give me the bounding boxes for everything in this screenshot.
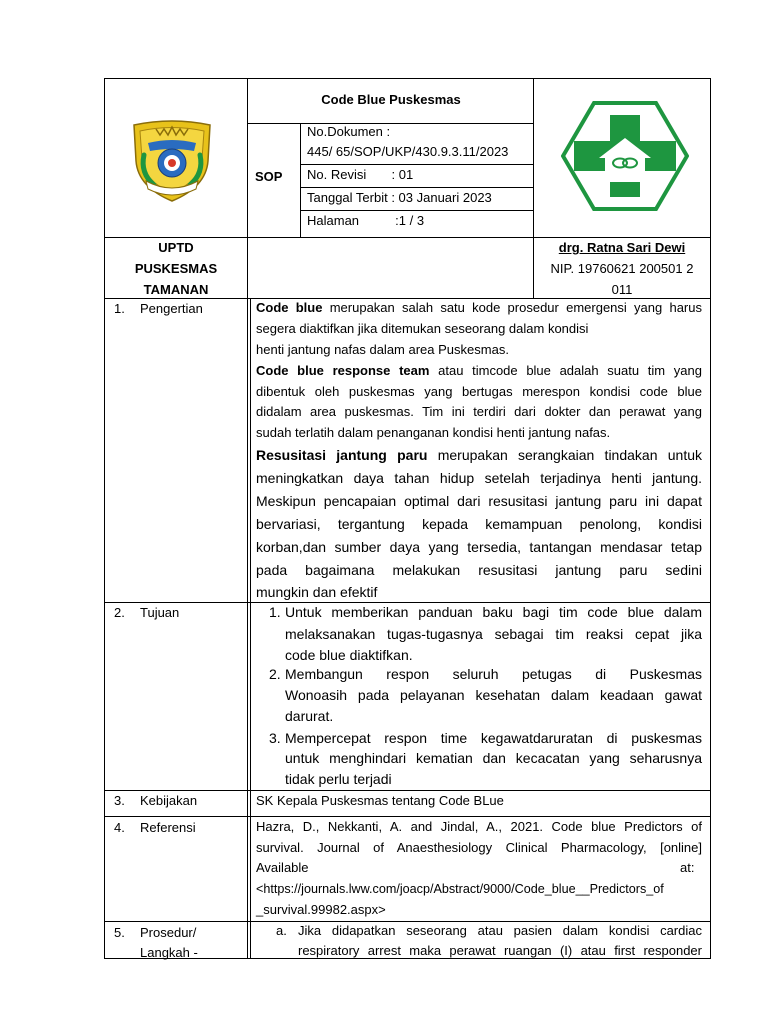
definition-response-team-line1: Code blue response team atau timcode blue adalah suatu tim yang <box>256 363 702 378</box>
definition-cpr-line2: meningkatkan daya tahan hidup setelah terjadinya henti jantung. <box>256 470 702 486</box>
puskesmas-logo-icon <box>561 100 689 212</box>
section3-top <box>104 790 711 791</box>
section1-label: Pengertian <box>140 301 203 316</box>
document-title: Code Blue Puskesmas <box>321 92 461 107</box>
section5-label-line1: Prosedur/ <box>140 925 197 940</box>
signer-nip-line1: NIP. 19760621 200501 2 <box>550 261 694 276</box>
table-border-left <box>104 78 105 959</box>
unit-name-line1: UPTD <box>158 240 194 255</box>
objective2-line2: Wonoasih pada pelayanan kesehatan dalam keadaan gawat <box>285 687 702 703</box>
body-label-divider <box>247 298 248 959</box>
objective1-line2: melaksanakan tugas-tugasnya sebagai tim reaksi cepat jika <box>285 626 702 642</box>
page-number: Halaman :1 / 3 <box>307 213 425 228</box>
revision-number: No. Revisi : 01 <box>307 167 414 182</box>
definition-code-blue-line1: Code blue merupakan salah satu kode prosedur emergensi yang harus <box>256 300 702 315</box>
reference-line2: survival. Journal of Anaesthesiology Clinical Pharmacology, [online] <box>256 840 702 855</box>
objective1-line3: code blue diaktifkan. <box>285 647 413 663</box>
definition-cpr-line5: korban,dan sumber daya yang tersedia, tantangan mendasar tetap <box>256 539 702 555</box>
objective3-line1: Mempercepat respon time kegawatdaruratan di puskesmas <box>285 730 702 746</box>
section5-number: 5. <box>114 925 125 940</box>
section2-label: Tujuan <box>140 605 180 620</box>
sop-label-divider <box>300 123 301 237</box>
section4-label: Referensi <box>140 820 196 835</box>
definition-code-blue-line2: segera diaktifkan jika ditemukan seseorang dalam kondisi <box>256 321 589 336</box>
regional-crest-icon <box>126 115 218 205</box>
reference-line1: Hazra, D., Nekkanti, A. and Jindal, A., 2021. Code blue Predictors of <box>256 819 702 834</box>
definition-response-team-line3: didalam area puskesmas. Tim ini terdiri dari dokter dan perawat yang <box>256 404 702 419</box>
objective2-line1: Membangun respon seluruh petugas di Puskesmas <box>285 666 702 682</box>
objective3-number: 3. <box>269 730 281 746</box>
sop-label: SOP <box>255 169 283 184</box>
signer-nip-line2: 011 <box>611 282 633 297</box>
definition-cpr-line1: Resusitasi jantung paru merupakan serangkaian tindakan untuk <box>256 447 702 463</box>
signer-name: drg. Ratna Sari Dewi <box>558 240 686 255</box>
reference-url-line2[interactable]: _survival.99982.aspx> <box>256 902 386 917</box>
reference-line3-available: Available <box>256 860 309 875</box>
definition-code-blue-line3: henti jantung nafas dalam area Puskesmas. <box>256 342 509 357</box>
reference-line3-at: at: <box>680 860 695 875</box>
objective2-line3: darurat. <box>285 708 334 724</box>
revision-row-divider <box>300 187 534 188</box>
issue-date: Tanggal Terbit : 03 Januari 2023 <box>307 190 492 205</box>
section2-number: 2. <box>114 605 125 620</box>
section1-number: 1. <box>114 301 125 316</box>
procedure-a-line2: respiratory arrest maka perawat ruangan (I) atau first responder <box>298 943 702 958</box>
table-border-top <box>104 78 711 79</box>
objective3-line3: tidak perlu terjadi <box>285 771 392 787</box>
date-row-divider <box>300 210 534 211</box>
title-row-divider <box>247 123 534 124</box>
docno-row-divider <box>300 164 534 165</box>
section3-label: Kebijakan <box>140 793 198 808</box>
objective1-number: 1. <box>269 604 281 620</box>
definition-cpr-line6: pada bagaimana melakukan resusitasi jantung paru sedini <box>256 562 702 578</box>
reference-url-line1[interactable]: <https://journals.lww.com/joacp/Abstract/9000/Code_blue__Predictors_of <box>256 882 664 896</box>
body-content-divider <box>250 298 251 959</box>
unit-name-line2: PUSKESMAS <box>134 261 218 276</box>
policy-text: SK Kepala Puskesmas tentang Code BLue <box>256 793 504 808</box>
definition-cpr-line7: mungkin dan efektif <box>256 584 378 600</box>
objective1-line1: Untuk memberikan panduan baku bagi tim code blue dalam <box>285 604 702 620</box>
definition-response-team-line2: dibentuk oleh puskesmas yang bertugas merespon kondisi code blue <box>256 384 702 399</box>
objective3-line2: untuk menghindari kematian dan kecacatan yang seharusnya <box>285 750 702 766</box>
unit-name-line3: TAMANAN <box>143 282 209 297</box>
section4-number: 4. <box>114 820 125 835</box>
definition-response-team-line4: sudah terlatih dalam penanganan kondisi henti jantung nafas. <box>256 425 611 440</box>
objective2-number: 2. <box>269 666 281 682</box>
doc-number-value: 445/ 65/SOP/UKP/430.9.3.11/2023 <box>307 144 509 159</box>
table-border-right <box>710 78 711 959</box>
doc-number-label: No.Dokumen : <box>307 124 391 139</box>
definition-cpr-line3: Meskipun pencapaian optimal dari resusitasi jantung paru ini dapat <box>256 493 702 509</box>
section5-label-line2: Langkah - <box>140 945 198 960</box>
section3-number: 3. <box>114 793 125 808</box>
procedure-a-line1: Jika didapatkan seseorang atau pasien dalam kondisi cardiac <box>298 923 702 938</box>
procedure-a-marker: a. <box>276 923 287 938</box>
definition-cpr-line4: bervariasi, tergantung kepada kemampuan penolong, kondisi <box>256 516 702 532</box>
